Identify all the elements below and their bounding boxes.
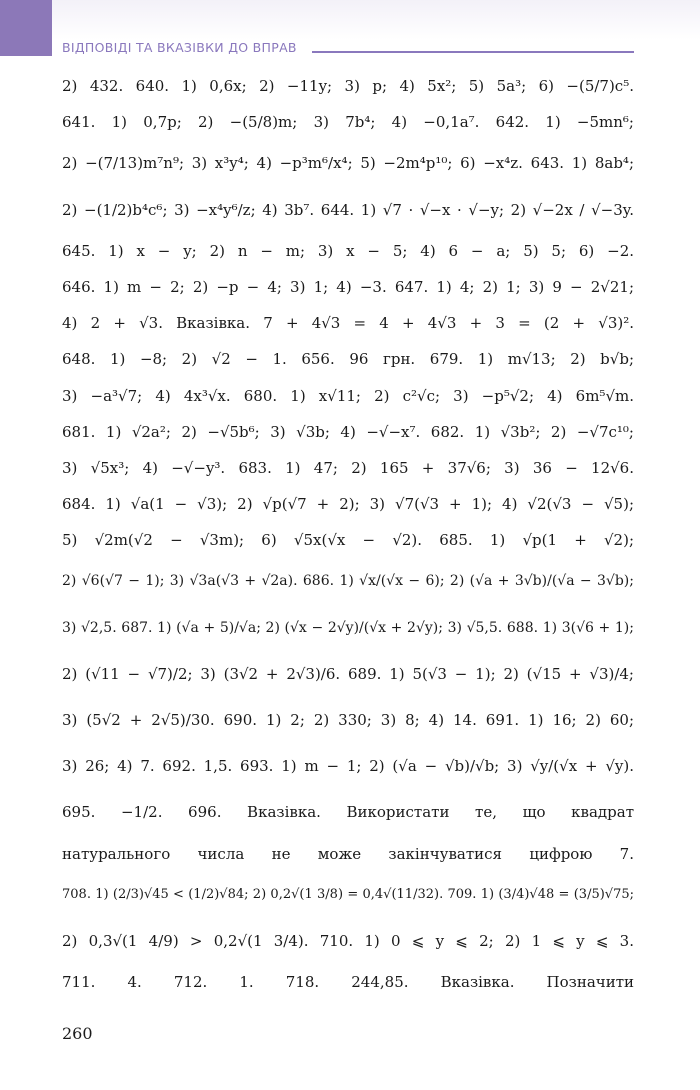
text-line: натурального числа не може закінчуватися цифрою 7. [62,844,634,863]
text-line: 645. 1) x − y; 2) n − m; 3) x − 5; 4) 6 − a; 5) 5; 6) −2. [62,241,634,260]
text-line: 708. 1) (2/3)√45 < (1/2)√84; 2) 0,2√(1 3/8) = 0,4√(11/32). 709. 1) (3/4)√48 = (3/5)√75; [62,886,634,902]
text-line: 3) 26; 4) 7. 692. 1,5. 693. 1) m − 1; 2) (√a − √b)/√b; 3) √y/(√x + √y). [62,757,634,776]
text-line: 2) −(7/13)m⁷n⁹; 3) x³y⁴; 4) −p³m⁶/x⁴; 5) −2m⁴p¹⁰; 6) −x⁴z. 643. 1) 8ab⁴; [62,154,634,173]
text-line: 684. 1) √a(1 − √3); 2) √p(√7 + 2); 3) √7(√3 + 1); 4) √2(√3 − √5); [62,495,634,514]
text-line: 641. 1) 0,7p; 2) −(5/8)m; 3) 7b⁴; 4) −0,1a⁷. 642. 1) −5mn⁶; [62,113,634,132]
running-header: ВІДПОВІДІ ТА ВКАЗІВКИ ДО ВПРАВ [62,40,297,55]
text-line: 3) −a³√7; 4) 4x³√x. 680. 1) x√11; 2) c²√c; 3) −p⁵√2; 4) 6m⁵√m. [62,386,634,405]
text-line: 3) (5√2 + 2√5)/30. 690. 1) 2; 2) 330; 3) 8; 4) 14. 691. 1) 16; 2) 60; [62,711,634,729]
text-line: 681. 1) √2a²; 2) −√5b⁶; 3) √3b; 4) −√−x⁷. 682. 1) √3b²; 2) −√7c¹⁰; [62,422,634,441]
top-band [52,0,700,40]
text-line: 3) √2,5. 687. 1) (√a + 5)/√a; 2) (√x − 2√y)/(√x + 2√y); 3) √5,5. 688. 1) 3(√6 + 1); [62,619,634,636]
text-line: 3) √5x³; 4) −√−y³. 683. 1) 47; 2) 165 + 37√6; 3) 36 − 12√6. [62,458,634,477]
corner-tab [0,0,52,56]
text-line: 2) 432. 640. 1) 0,6x; 2) −11y; 3) p; 4) 5x²; 5) 5a³; 6) −(5/7)c⁵. [62,77,634,95]
text-line: 711. 4. 712. 1. 718. 244,85. Вказівка. Позначити [62,973,634,992]
text-line: 2) √6(√7 − 1); 3) √3a(√3 + √2a). 686. 1) √x/(√x − 6); 2) (√a + 3√b)/(√a − 3√b); [62,573,634,590]
text-line: 4) 2 + √3. Вказівка. 7 + 4√3 = 4 + 4√3 + 3 = (2 + √3)². [62,314,634,333]
answers-text [62,70,634,1002]
text-line: 2) (√11 − √7)/2; 3) (3√2 + 2√3)/6. 689. 1) 5(√3 − 1); 2) (√15 + √3)/4; [62,664,634,683]
page-number: 260 [62,1024,93,1043]
text-line: 646. 1) m − 2; 2) −p − 4; 3) 1; 4) −3. 647. 1) 4; 2) 1; 3) 9 − 2√21; [62,277,634,296]
text-line: 2) 0,3√(1 4/9) > 0,2√(1 3/4). 710. 1) 0 ⩽ y ⩽ 2; 2) 1 ⩽ y ⩽ 3. [62,931,634,950]
text-line: 5) √2m(√2 − √3m); 6) √5x(√x − √2). 685. 1) √p(1 + √2); [62,531,634,550]
text-line: 695. −1/2. 696. Вказівка. Використати те, що квадрат [62,803,634,822]
header-rule [312,51,634,53]
text-line: 648. 1) −8; 2) √2 − 1. 656. 96 грн. 679. 1) m√13; 2) b√b; [62,350,634,369]
text-line: 2) −(1/2)b⁴c⁶; 3) −x⁴y⁶/z; 4) 3b⁷. 644. 1) √7 · √−x · √−y; 2) √−2x / √−3y. [62,200,634,219]
